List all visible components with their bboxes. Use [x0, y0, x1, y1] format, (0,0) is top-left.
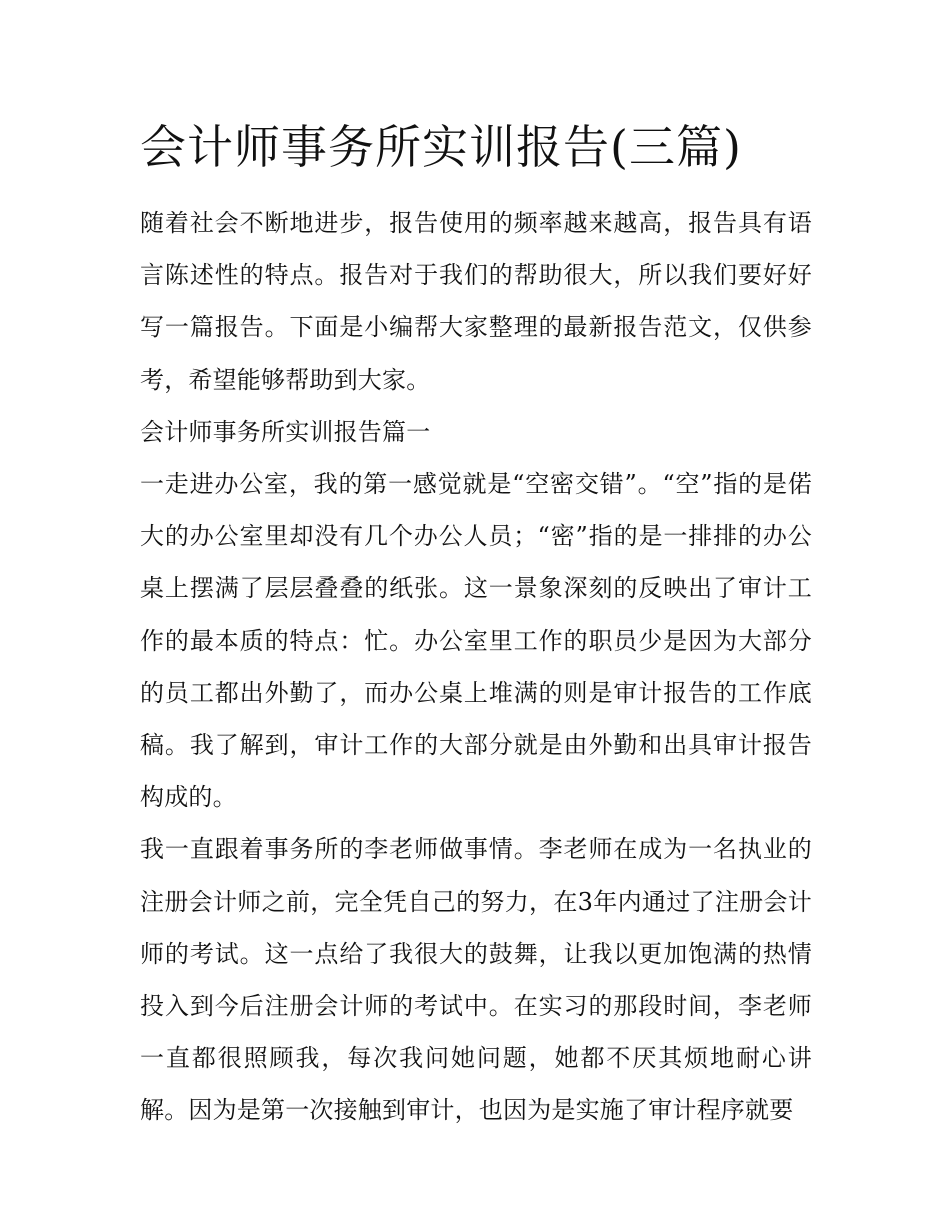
document-body	[140, 197, 812, 1137]
section-heading: 会计师事务所实训报告篇一	[140, 417, 431, 446]
document-title: 会计师事务所实训报告(三篇)	[140, 120, 742, 174]
body-paragraph: 我一直跟着事务所的李老师做事情。李老师在成为一名执业的注册会计师之前，完全凭自己的努力，在3年内通过了注册会计师的考试。这一点给了我很大的鼓舞，让我以更加饱满的热情投入到今后注册会计师的考试中。在实习的那段时间，李老师一直都很照顾我，每次我问她问题，她都不厌其烦地耐心讲解。因为是第一次接触到审计，也因为是实施了审计程序就要	[140, 835, 812, 1125]
intro-paragraph: 随着社会不断地进步，报告使用的频率越来越高，报告具有语言陈述性的特点。报告对于我们的帮助很大，所以我们要好好写一篇报告。下面是小编帮大家整理的最新报告范文，仅供参考，希望能够帮助到大家。	[140, 209, 812, 394]
body-paragraph: 一走进办公室，我的第一感觉就是“空密交错”。“空”指的是偌大的办公室里却没有几个办公人员；“密”指的是一排排的办公桌上摆满了层层叠叠的纸张。这一景象深刻的反映出了审计工作的最本质的特点：忙。办公室里工作的职员少是因为大部分的员工都出外勤了，而办公桌上堆满的则是审计报告的工作底稿。我了解到，审计工作的大部分就是由外勤和出具审计报告构成的。	[140, 470, 812, 812]
